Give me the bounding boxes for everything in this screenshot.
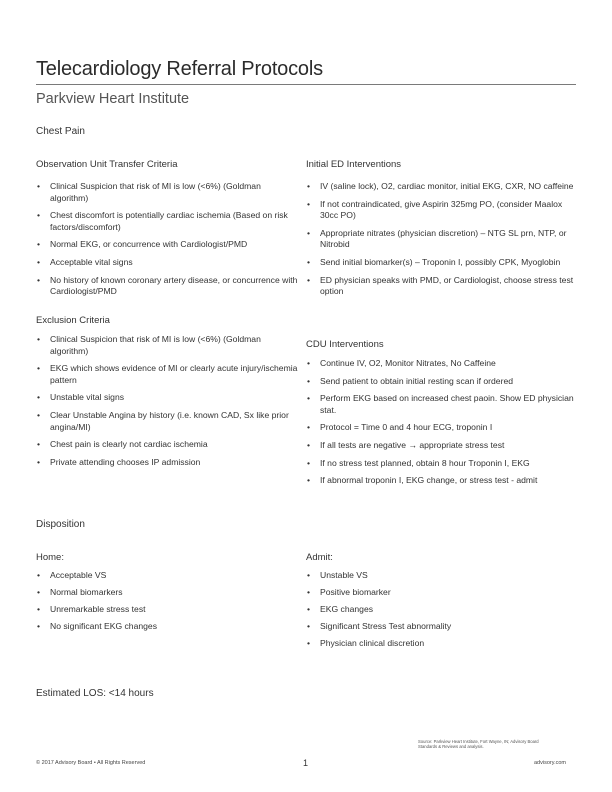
home-list — [36, 570, 298, 633]
source-line: Standards & Reviews and analysis. — [418, 744, 484, 750]
list-item: • Chest pain is clearly not cardiac ischemia — [36, 439, 298, 451]
observation-heading: Observation Unit Transfer Criteria — [36, 159, 178, 170]
list-item: • Protocol = Time 0 and 4 hour ECG, troponin I — [306, 422, 576, 434]
list-item: • Unstable vital signs — [36, 392, 298, 404]
list-item: • If abnormal troponin I, EKG change, or stress test - admit — [306, 475, 576, 487]
list-item: • Normal EKG, or concurrence with Cardiologist/PMD — [36, 239, 298, 251]
list-item: • Clinical Suspicion that risk of MI is low (<6%) (Goldman algorithm) — [36, 334, 298, 357]
list-item: • Send patient to obtain initial resting scan if ordered — [306, 376, 576, 388]
list-item: • ED physician speaks with PMD, or Cardiologist, choose stress test option — [306, 275, 576, 298]
list-item: • Physician clinical discretion — [306, 638, 576, 650]
exclusion-list — [36, 334, 298, 468]
list-item: • Acceptable vital signs — [36, 257, 298, 269]
list-item: • Acceptable VS — [36, 570, 298, 582]
cdu-heading: CDU Interventions — [306, 339, 384, 350]
page-subtitle: Parkview Heart Institute — [36, 91, 190, 107]
list-item: • Send initial biomarker(s) – Troponin I, possibly CPK, Myoglobin — [306, 257, 576, 269]
list-item: • IV (saline lock), O2, cardiac monitor, initial EKG, CXR, NO caffeine — [306, 181, 576, 193]
exclusion-criteria — [36, 315, 298, 468]
initial-ed-interventions — [306, 159, 576, 298]
list-item: • Chest discomfort is potentially cardiac ischemia (Based on risk factors/discomfort) — [36, 210, 298, 233]
page-title: Telecardiology Referral Protocols — [36, 58, 323, 80]
list-item: • Clinical Suspicion that risk of MI is low (<6%) (Goldman algorithm) — [36, 181, 298, 204]
list-item: • Clear Unstable Angina by history (i.e. known CAD, Sx like prior angina/MI) — [36, 410, 298, 433]
list-item: • No history of known coronary artery disease, or concurrence with Cardiologist/PMD — [36, 275, 298, 298]
copyright: © 2017 Advisory Board • All Rights Reserved — [36, 760, 146, 766]
list-item: • Private attending chooses IP admission — [36, 457, 298, 469]
disposition-home — [36, 552, 298, 633]
site-link[interactable]: advisory.com — [534, 760, 566, 766]
initial-ed-list — [306, 181, 576, 298]
list-item: • Appropriate nitrates (physician discretion) – NTG SL prn, NTP, or Nitrobid — [306, 228, 576, 251]
list-item: • If no stress test planned, obtain 8 hour Troponin I, EKG — [306, 458, 576, 470]
list-item: • EKG changes — [306, 604, 576, 616]
list-item: • EKG which shows evidence of MI or clearly acute injury/ischemia pattern — [36, 363, 298, 386]
initial-ed-heading: Initial ED Interventions — [306, 159, 402, 170]
home-heading: Home: — [36, 552, 64, 563]
list-item: • Positive biomarker — [306, 587, 576, 599]
source-line: Source: Parkview Heart Institute, Fort Wayne, IN; Advisory Board — [418, 739, 539, 744]
list-item: • Significant Stress Test abnormality — [306, 621, 576, 633]
list-item: • Continue IV, O2, Monitor Nitrates, No Caffeine — [306, 358, 576, 370]
estimated-los: Estimated LOS: <14 hours — [36, 688, 154, 699]
observation-criteria — [36, 159, 298, 298]
observation-list — [36, 181, 298, 298]
cdu-list — [306, 358, 576, 487]
disposition-heading: Disposition — [36, 519, 85, 530]
list-item: • Normal biomarkers — [36, 587, 298, 599]
chest-pain-heading: Chest Pain — [36, 126, 85, 137]
list-item: • Perform EKG based on increased chest paoin. Show ED physician stat. — [306, 393, 576, 416]
title-rule — [36, 84, 576, 85]
cdu-interventions — [306, 339, 576, 487]
exclusion-heading: Exclusion Criteria — [36, 315, 110, 326]
admit-list — [306, 570, 576, 650]
disposition-admit — [306, 552, 576, 650]
source-note — [418, 739, 578, 749]
list-item: • If all tests are negative → appropriate stress test — [306, 440, 576, 452]
list-item: • If not contraindicated, give Aspirin 325mg PO, (consider Maalox 30cc PO) — [306, 199, 576, 222]
list-item: • Unstable VS — [306, 570, 576, 582]
list-item: • No significant EKG changes — [36, 621, 298, 633]
page-number: 1 — [303, 758, 309, 768]
admit-heading: Admit: — [306, 552, 333, 563]
list-item: • Unremarkable stress test — [36, 604, 298, 616]
